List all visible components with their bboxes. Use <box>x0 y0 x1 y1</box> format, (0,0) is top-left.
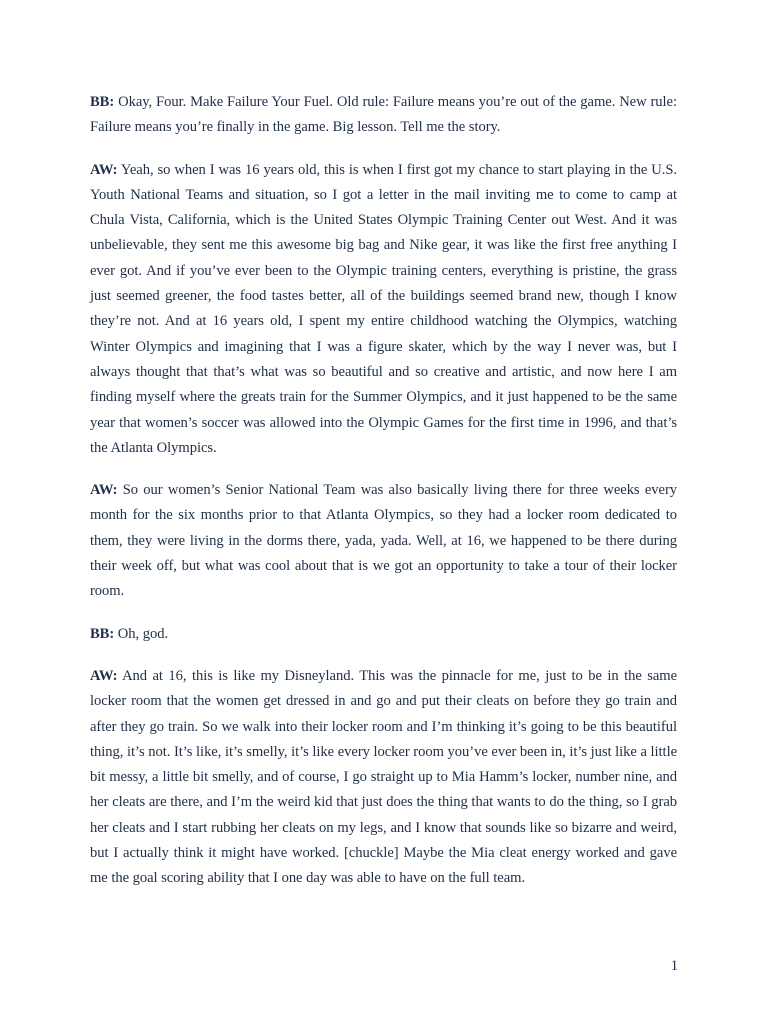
page-number: 1 <box>670 958 678 974</box>
speaker-label: BB: <box>90 625 115 642</box>
paragraph-text: Okay, Four. Make Failure Your Fuel. Old rule: Failure means you’re out of the game. New rule: Failure means you’re finally in the game. Big lesson. Tell me the story. <box>90 94 677 136</box>
speaker-label: BB: <box>90 94 115 110</box>
transcript-paragraph <box>90 622 677 647</box>
transcript-paragraph <box>90 478 677 604</box>
transcript-body <box>90 90 677 909</box>
paragraph-text: Yeah, so when I was 16 years old, this is when I first got my chance to start playing in the U.S. Youth National Teams and situation, so I got a letter in the mail inviting me to come to camp at Chula Vista, California, which is the United States Olympic Training Center out West. And it was unbelievable, they sent me this awesome big bag and Nike gear, it was like the first free anything I ever got. And if you’ve ever been to the Olympic training centers, everything is pristine, the grass just seemed greener, the food tastes better, all of the buildings seemed brand new, though I know they’re not. And at 16 years old, I spent my entire childhood watching the Olympics, watching Winter Olympics and imagining that I was a figure skater, which by the way I never was, but I always thought that that’s what was so beautiful and so creative and artistic, and now here I am finding myself where the greats train for the Summer Olympics, and it just happened to be the same year that women’s soccer was allowed into the Olympic Games for the first time in 1996, and that’s the Atlanta Olympics. <box>90 161 677 456</box>
paragraph-text: And at 16, this is like my Disneyland. This was the pinnacle for me, just to be in the same locker room that the women get dressed in and go and put their cleats on before they go train and after they go train. So we walk into their locker room and I’m thinking it’s going to be this beautiful thing, it’s not. It’s like, it’s smelly, it’s like every locker room you’ve ever been in, it’s just like a little bit messy, a little bit smelly, and of course, I go straight up to Mia Hamm’s locker, number nine, and her cleats are there, and I’m the weird kid that just does the thing that wants to do the thing, so I grab her cleats and I start rubbing her cleats on my legs, and I know that sounds like so bizarre and weird, but I actually think it might have worked. [chuckle] Maybe the Mia cleat energy worked and gave me the goal scoring ability that I one day was able to have on the full team. <box>90 667 677 887</box>
transcript-paragraph <box>90 664 677 892</box>
speaker-label: AW: <box>90 161 118 178</box>
transcript-paragraph <box>90 158 677 462</box>
speaker-label: AW: <box>90 482 118 499</box>
paragraph-text: Oh, god. <box>114 625 169 642</box>
paragraph-text: So our women’s Senior National Team was also basically living there for three weeks every month for the six months prior to that Atlanta Olympics, so they had a locker room dedicated to them, they were living in the dorms there, yada, yada. Well, at 16, we happened to be there during their week off, but what was cool about that is we got an opportunity to take a tour of their locker room. <box>90 482 677 600</box>
transcript-paragraph <box>90 90 677 141</box>
speaker-label: AW: <box>90 667 118 684</box>
